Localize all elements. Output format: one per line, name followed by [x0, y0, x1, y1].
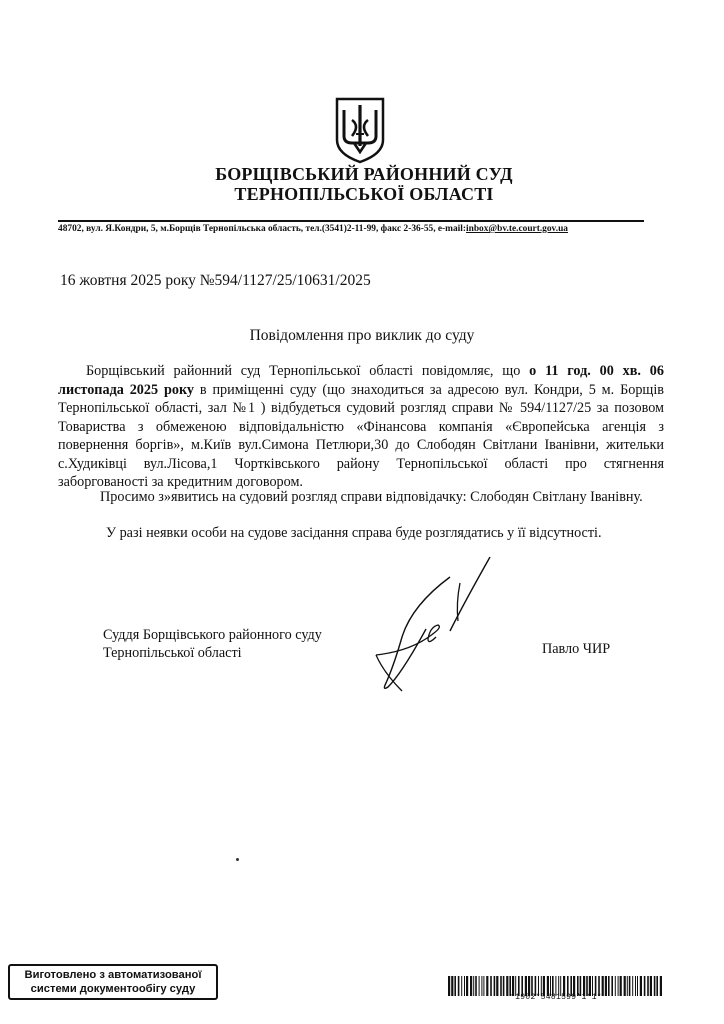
- notice-title: Повідомлення про виклик до суду: [249, 327, 475, 344]
- hearing-time: о 11 год. 00 хв. 06 листопада 2025 року: [58, 363, 664, 398]
- automation-stamp: [8, 964, 218, 1000]
- judge-title-line1: Суддя Борщівського районного суду: [103, 627, 322, 643]
- notice-paragraph-main: [58, 362, 664, 492]
- handwritten-signature: [372, 555, 502, 695]
- email-link[interactable]: inbox@bv.te.court.gov.ua: [466, 224, 568, 234]
- ukraine-trident-emblem-icon: [334, 96, 386, 164]
- stamp-line2: системи документообігу суду: [30, 983, 196, 995]
- notice-paragraph-request: Просимо з»явитись на судовий розгляд справи відповідачку: Слободян Світлану Іванівну.: [100, 489, 643, 505]
- p1-rest: в приміщенні суду (що знаходиться за адресою вул. Кондри, 5 м. Борщів Тернопільської області, зал №1 ) відбудеться судовий розгляд справи № 594/1127/25 за позовом Товариства з обмеженою відповідальністю «Фінансова компанія «Європейська агенція з повернення боргів», м.Київ вул.Симона Петлюри,30 до Слободян Світлани Іванівни, жительки с.Худиківці вул.Лісова,1 Чортківського району Тернопільської області про стягнення заборгованості за кредитним договором.: [58, 381, 664, 490]
- header-divider: [58, 220, 644, 222]
- contacts-text: 48702, вул. Я.Кондри, 5, м.Борщів Тернопільська область, тел.(3541)2-11-99, факс 2-36-55, e-mail:: [58, 224, 467, 234]
- judge-name: Павло ЧИР: [542, 641, 611, 657]
- court-contacts: [58, 224, 658, 234]
- stamp-line1: Виготовлено з автоматизованої: [24, 969, 202, 981]
- notice-paragraph-absence: У разі неявки особи на судове засідання справа буде розглядатись у її відсутності.: [106, 525, 602, 541]
- judge-title: [103, 626, 322, 662]
- scan-speck: [236, 858, 239, 861]
- judge-title-line2: Тернопільської області: [103, 645, 242, 661]
- document-date-number: 16 жовтня 2025 року №594/1127/25/10631/2025: [60, 272, 371, 289]
- p1-intro: Борщівський районний суд Тернопільської області повідомляє, що: [86, 363, 530, 379]
- court-name-line1: БОРЩІВСЬКИЙ РАЙОННИЙ СУД: [215, 164, 513, 184]
- barcode-text: *1902*5481599*1*1*: [510, 993, 602, 1002]
- court-name-line2: ТЕРНОПІЛЬСЬКОЇ ОБЛАСТІ: [234, 184, 494, 204]
